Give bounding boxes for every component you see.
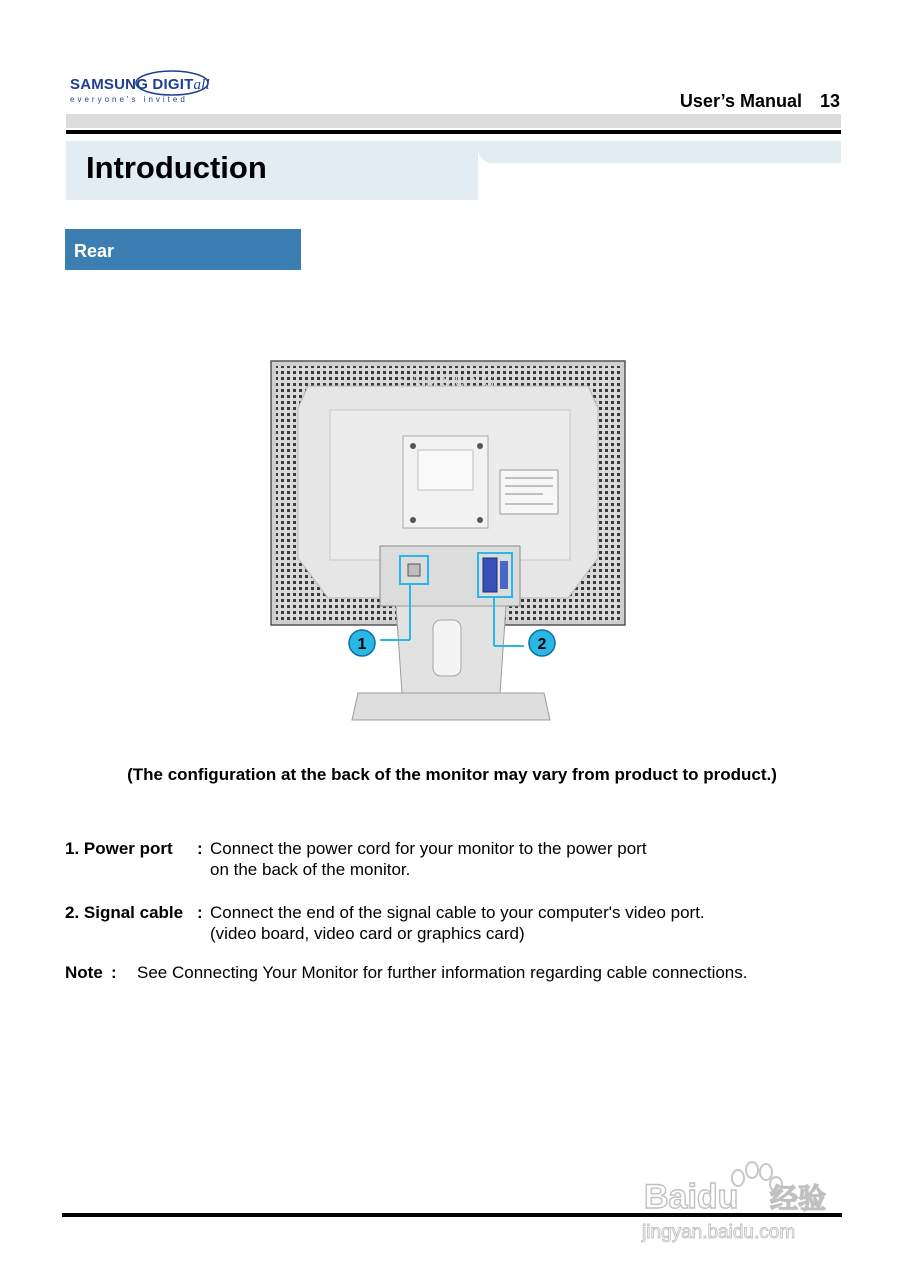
signal-cable-description [210,902,705,944]
callout-2-number: 2 [537,636,547,653]
callout-2 [529,630,555,656]
callout-1-number: 1 [357,636,367,653]
logo-wordmark: SAMSUNG DIGITall [70,76,210,93]
signal-cable-label: 2. Signal cable [65,903,184,922]
watermark-product: 经验 [770,1182,827,1215]
page-number: 13 [819,91,840,111]
logo-tagline: everyone's invited [70,95,188,104]
watermark-brand: Baidu [644,1178,739,1216]
watermark-url: jingyan.baidu.com [642,1222,796,1243]
power-port-colon: : [197,839,203,858]
signal-cable-line-2: (video board, video card or graphics card) [210,924,525,943]
running-header [680,91,840,112]
power-port-line-1: Connect the power cord for your monitor to the power port [210,839,647,858]
note-text: See Connecting Your Monitor for further information regarding cable connections. [137,963,748,982]
header-rule-black [66,130,841,134]
power-port-description [210,838,647,880]
note-label: Note [65,963,103,982]
signal-cable-colon: : [197,903,203,922]
callout-1 [349,630,375,656]
samsung-logo [70,68,210,108]
svg-text:SAMSUNG: SAMSUNG [398,373,498,390]
power-port-line-2: on the back of the monitor. [210,860,411,879]
baidu-watermark [640,1140,850,1245]
monitor-rear-illustration [268,358,634,728]
power-port-label: 1. Power port [65,839,173,858]
header-rule-gray [66,114,841,128]
title-band-extension [478,141,841,163]
note-colon: : [111,963,117,982]
page-title: Introduction [86,150,267,185]
signal-cable-line-1: Connect the end of the signal cable to your computer's video port. [210,903,705,922]
section-label: Rear [74,241,115,261]
figure-caption: (The configuration at the back of the monitor may vary from product to product.) [127,765,777,784]
manual-title: User’s Manual [679,91,802,111]
